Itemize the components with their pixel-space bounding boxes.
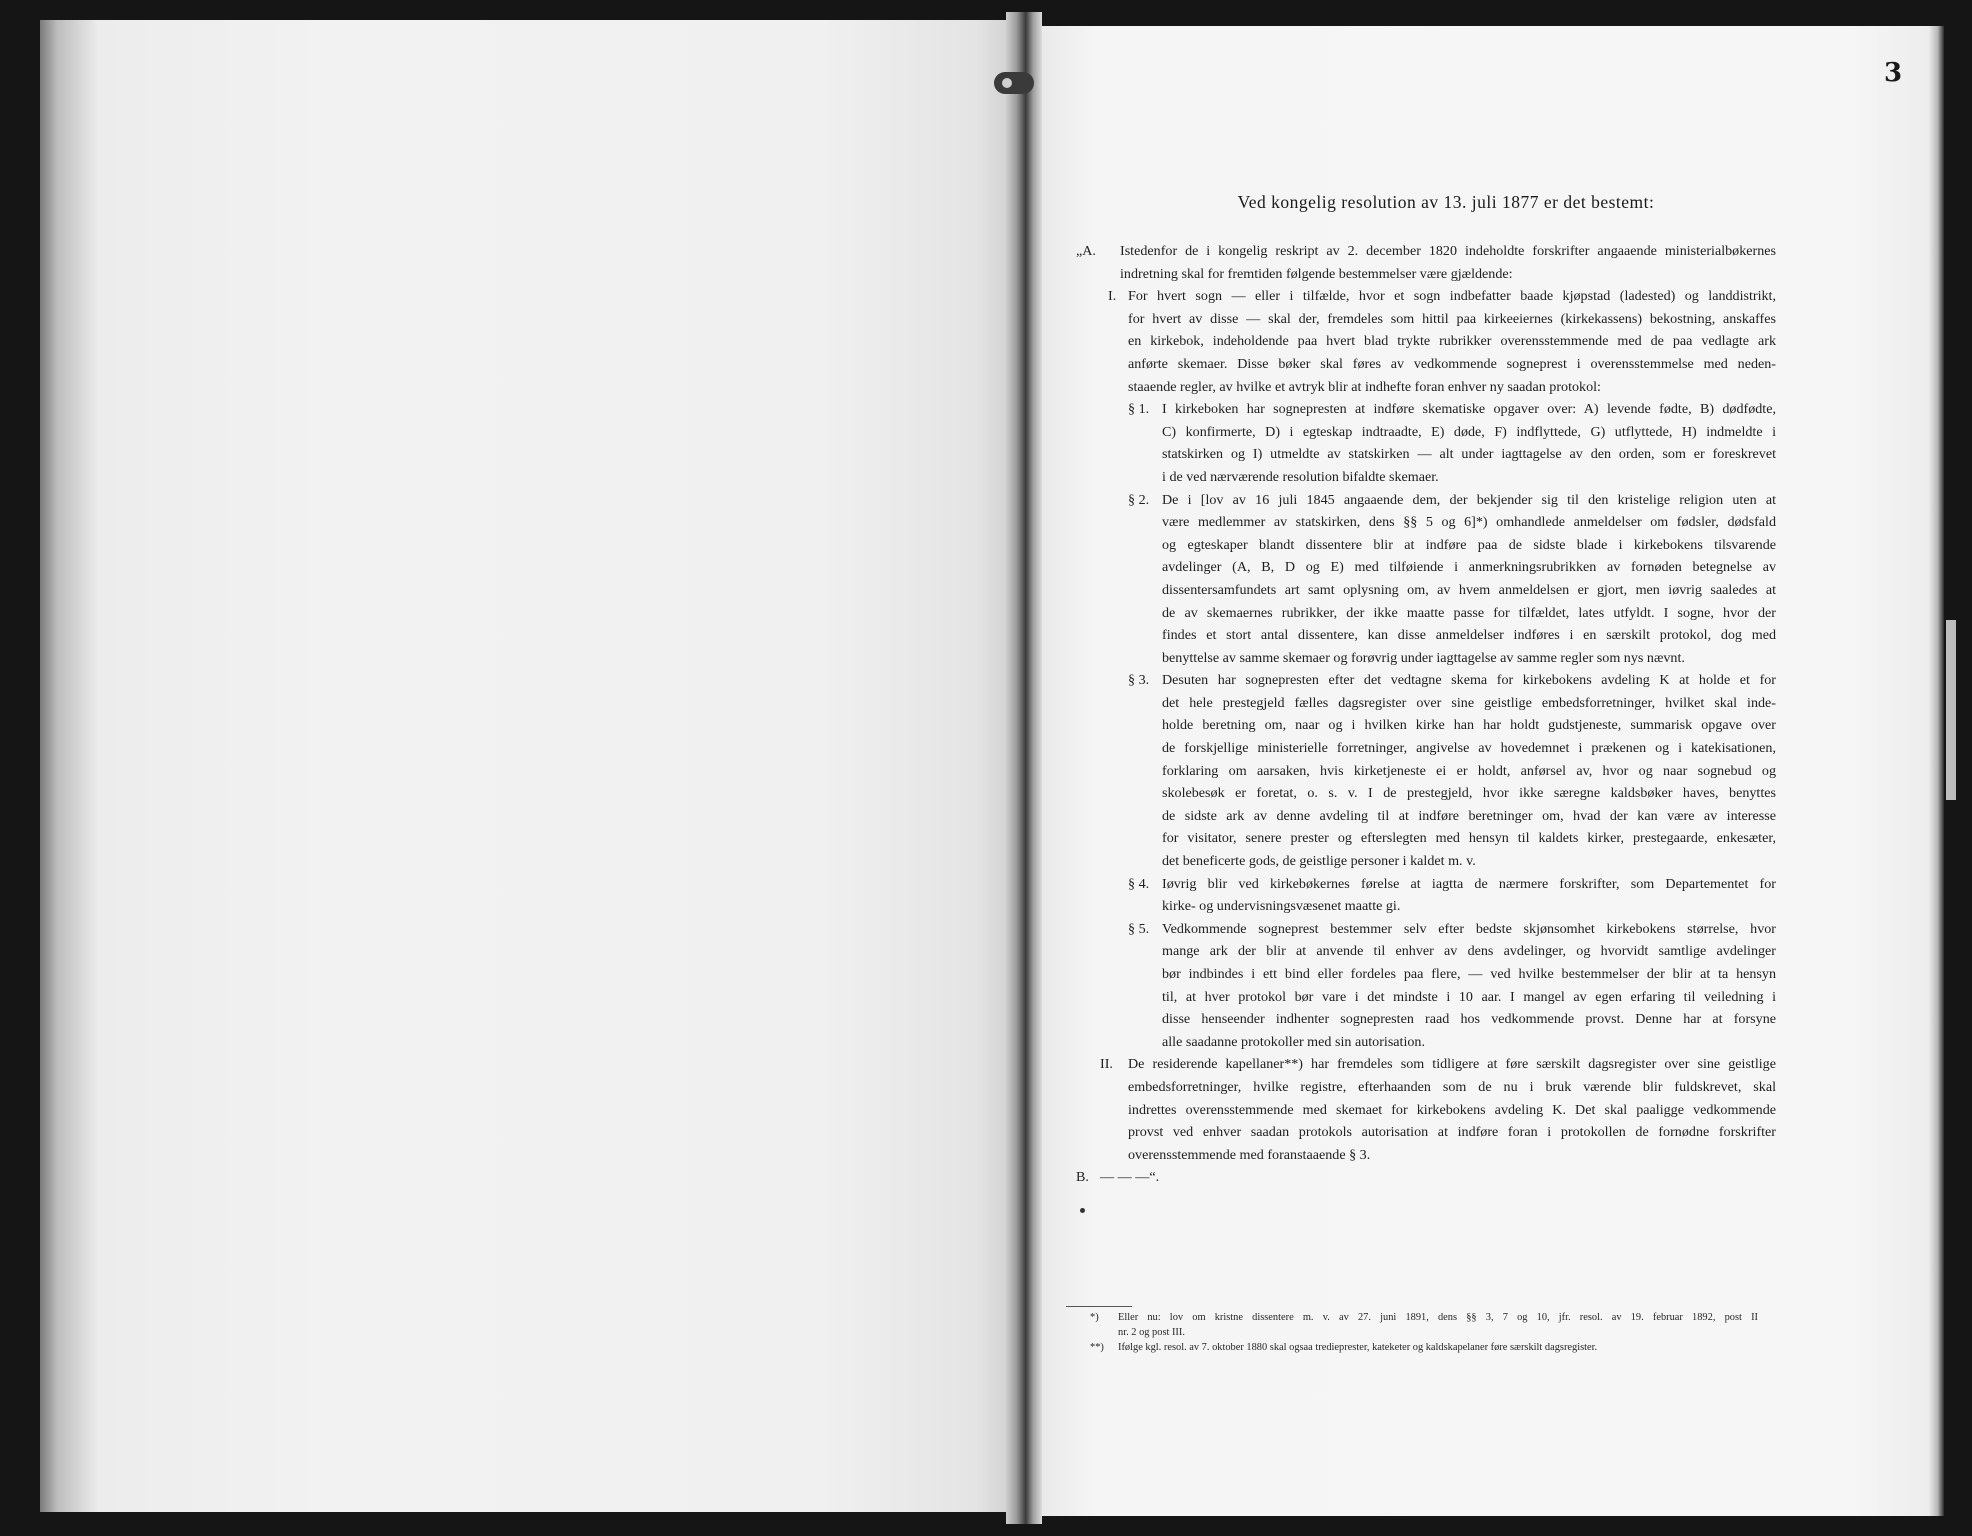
- footnotes: [1090, 1310, 1770, 1355]
- book-spine: [1006, 12, 1042, 1524]
- paragraph-2-line: [1076, 489, 1776, 512]
- footnote-text: Ifølge kgl. resol. av 7. oktober 1880 skal ogsaa tredieprester, kateketer og kaldskapelaner føre særskilt dagsregister.: [1118, 1342, 1598, 1353]
- paragraph-1-line: [1076, 443, 1776, 466]
- paragraph-3-line: [1076, 692, 1776, 715]
- section-a-text: Istedenfor de i kongelig reskript av 2. december 1820 indeholdte forskrifter angaaende ministerialbøkernes: [1120, 243, 1776, 259]
- item-2-text: provst ved enhver saadan protokols autorisation at indføre foran i protokollen de fornødne forskrifter: [1128, 1124, 1776, 1141]
- item-1-text: anførte skemaer. Disse bøker skal føres av vedkommende sogneprest i overensstemmelse med neden-: [1128, 355, 1776, 372]
- paragraph-3-label: § 3.: [1128, 672, 1150, 689]
- item-1-line: [1076, 330, 1776, 353]
- footnote-text: nr. 2 og post III.: [1118, 1327, 1185, 1338]
- paragraph-3-line: [1076, 760, 1776, 783]
- paragraph-5-line: [1076, 986, 1776, 1009]
- paragraph-2-text: de av skemaernes rubrikker, der ikke maatte passe for tilfældet, lates utfyldt. I sogne, hvor der: [1162, 604, 1776, 621]
- item-2-line: [1076, 1144, 1776, 1167]
- paragraph-3-text: de forskjellige ministerielle forretninger, angivelse av hovedemnet i prækenen og i katekisationen,: [1162, 740, 1776, 757]
- section-a-label: „A.: [1076, 243, 1096, 259]
- item-1-label: I.: [1108, 288, 1117, 305]
- paragraph-1-text: statskirken og I) utmeldte av statskirken — alt under iagttagelse av den orden, som er foreskrevet: [1162, 446, 1776, 463]
- paragraph-3-line: [1076, 827, 1776, 850]
- paragraph-1-line: [1076, 398, 1776, 421]
- paragraph-2-text: og egteskaper blandt dissentere blir at indføre paa de sidste blade i kirkebokens tilsvarende: [1162, 536, 1776, 553]
- paragraph-5-text: mange ark der blir at anvende til enhver av dens avdelinger, og hvorvidt samtlige avdelinger: [1162, 943, 1776, 960]
- item-2-text: De residerende kapellaner**) har fremdeles som tidligere at føre særskilt dagsregister over sine geistlige: [1128, 1056, 1776, 1073]
- paragraph-4-line: [1076, 873, 1776, 896]
- paragraph-2-line: [1076, 579, 1776, 602]
- paragraph-5-text: alle saadanne protokoller med sin autorisation.: [1162, 1033, 1426, 1050]
- paragraph-5-text: Vedkommende sogneprest bestemmer selv efter bedste skjønsomhet kirkebokens størrelse, hvor: [1162, 920, 1776, 937]
- resolution-body: [1076, 240, 1776, 1189]
- paragraph-2-text: De i [lov av 16 juli 1845 angaaende dem, der bekjender sig til den kristelige religion uten at: [1162, 491, 1776, 508]
- item-1-text: For hvert sogn — eller i tilfælde, hvor et sogn indbefatter baade kjøpstad (ladested) og landdistrikt,: [1128, 288, 1776, 305]
- item-2-text: embedsforretninger, hvilke registre, efterhaanden som de nu i bruk værende blir fuldskrevet, skal: [1128, 1078, 1776, 1095]
- stray-mark: [1080, 1208, 1085, 1213]
- paragraph-2-text: benyttelse av samme skemaer og forøvrig under iagttagelse av samme regler som nys nævnt.: [1162, 649, 1685, 666]
- section-a-text: indretning skal for fremtiden følgende bestemmelser være gjældende:: [1120, 265, 1513, 282]
- footnote-mark: **): [1090, 1342, 1104, 1353]
- paragraph-2-label: § 2.: [1128, 491, 1150, 508]
- footnote-line: [1090, 1340, 1770, 1355]
- item-1-text: en kirkebok, indeholdende paa hvert blad trykte rubrikker overensstemmende med de paa vedlagte ark: [1128, 333, 1776, 350]
- paragraph-3-text: det hele prestegjeld fælles dagsregister over sine geistlige embedsforretninger, hvilket skal inde-: [1162, 694, 1776, 711]
- paragraph-5-line: [1076, 940, 1776, 963]
- paragraph-1-line: [1076, 421, 1776, 444]
- item-2-line: [1076, 1076, 1776, 1099]
- page-tab-strip: [1946, 620, 1956, 800]
- paragraph-2-line: [1076, 602, 1776, 625]
- paragraph-1-line: [1076, 466, 1776, 489]
- item-1-line: [1076, 376, 1776, 399]
- resolution-heading: Ved kongelig resolution av 13. juli 1877 er det bestemt:: [1237, 192, 1655, 212]
- paragraph-3-line: [1076, 737, 1776, 760]
- footnote-rule: [1066, 1306, 1132, 1307]
- paragraph-4-text: kirke- og undervisningsvæsenet maatte gi.: [1162, 898, 1401, 915]
- paragraph-5-line: [1076, 1008, 1776, 1031]
- left-page-blank: [40, 20, 1015, 1512]
- item-2-line: [1076, 1121, 1776, 1144]
- paragraph-2-text: avdelinger (A, B, D og E) med tilføiende i anmerkningsrubrikken av fornøden betegnelse av: [1162, 559, 1776, 576]
- item-1-line: [1076, 285, 1776, 308]
- right-page-edge: [1928, 26, 1944, 1516]
- paragraph-2-text: dissentersamfundets art samt oplysning om, av hvem anmeldelsen er gjort, men iøvrig saaledes at: [1162, 581, 1776, 598]
- paragraph-2-line: [1076, 556, 1776, 579]
- paragraph-2-line: [1076, 624, 1776, 647]
- footnote-line: [1090, 1325, 1770, 1340]
- paragraph-5-line: [1076, 963, 1776, 986]
- section-b-label: B.: [1076, 1169, 1089, 1186]
- paragraph-3-text: forklaring om aarsaken, hvis kirketjeneste ei er holdt, anførsel av, hvor og naar sognebud og: [1162, 762, 1776, 779]
- paragraph-5-line: [1076, 918, 1776, 941]
- paragraph-3-text: skolebesøk er foretat, o. s. v. I de prestegjeld, hvor ikke særegne kaldsbøker haves, benyttes: [1162, 785, 1776, 802]
- footnote-text: Eller nu: lov om kristne dissentere m. v. av 27. juni 1891, dens §§ 3, 7 og 10, jfr. resol. av 19. februar 1892, post II: [1118, 1312, 1758, 1323]
- item-1-text: staaende regler, av hvilke et avtryk blir at indhefte foran enhver ny saadan protokol:: [1128, 378, 1601, 395]
- paragraph-3-text: Desuten har sognepresten efter det vedtagne skema for kirkebokens avdeling K at holde et for: [1162, 672, 1776, 689]
- footnote-mark: *): [1090, 1312, 1099, 1323]
- paragraph-2-text: findes et stort antal dissentere, kan disse anmeldelser indføres i en særskilt protokol, dog med: [1162, 627, 1776, 644]
- paragraph-1-text: C) konfirmerte, D) i egteskap indtraadte, E) døde, F) indflyttede, G) utflyttede, H) indmeldte i: [1162, 423, 1776, 440]
- paragraph-1-text: I kirkeboken har sognepresten at indføre skematiske opgaver over: A) levende fødte, B) dødfødte,: [1162, 401, 1776, 418]
- page-number: 3: [1884, 58, 1903, 88]
- paragraph-3-line: [1076, 850, 1776, 873]
- paragraph-1-text: i de ved nærværende resolution bifaldte skemaer.: [1162, 468, 1439, 485]
- section-b: [1076, 1166, 1776, 1189]
- item-2-label: II.: [1100, 1056, 1113, 1073]
- paragraph-1-label: § 1.: [1128, 401, 1150, 418]
- paragraph-3-text: de sidste ark av denne avdeling til at indføre beretninger om, hvad der kan være av interesse: [1162, 807, 1776, 824]
- left-page-edge: [40, 20, 98, 1512]
- paragraph-5-text: bør indbindes i ett bind eller fordeles paa flere, — ved hvilke bestemmelser der blir at ta hensyn: [1162, 966, 1776, 982]
- paragraph-3-text: det beneficerte gods, de geistlige personer i kaldet m. v.: [1162, 853, 1476, 870]
- paragraph-4-line: [1076, 895, 1776, 918]
- paragraph-3-text: holde beretning om, naar og i hvilken kirke han har holdt gudstjeneste, summarisk opgave over: [1162, 717, 1776, 734]
- section-a-line: [1076, 263, 1776, 286]
- paragraph-4-label: § 4.: [1128, 875, 1150, 892]
- paragraph-2-text: være medlemmer av statskirken, dens §§ 5 og 6]*) omhandlede anmeldelser om fødsler, dødsfald: [1162, 514, 1776, 531]
- paragraph-3-line: [1076, 805, 1776, 828]
- item-2-text: indrettes overensstemmende med skemaet for kirkebokens avdeling K. Det skal paaligge vedkommende: [1128, 1101, 1776, 1118]
- paragraph-4-text: Iøvrig blir ved kirkebøkernes førelse at iagtta de nærmere forskrifter, som Departementet for: [1162, 875, 1776, 892]
- item-2-text: overensstemmende med foranstaaende § 3.: [1128, 1146, 1371, 1163]
- paragraph-2-line: [1076, 511, 1776, 534]
- footnote-line: [1090, 1310, 1770, 1325]
- item-1-line: [1076, 308, 1776, 331]
- paragraph-2-line: [1076, 647, 1776, 670]
- item-2-line: [1076, 1053, 1776, 1076]
- paragraph-5-line: [1076, 1031, 1776, 1054]
- section-a-line: [1076, 240, 1776, 263]
- item-1-line: [1076, 353, 1776, 376]
- binding-clip-mark: [994, 72, 1034, 94]
- section-b-text: — — —“.: [1100, 1169, 1160, 1186]
- item-1-text: for hvert av disse — skal der, fremdeles som hittil paa kirkeeiernes (kirkekassens) bekostning, anskaffes: [1128, 310, 1776, 327]
- paragraph-5-text: disse henseender indhenter sognepresten raad hos vedkommende provst. Denne har at forsyne: [1162, 1011, 1776, 1028]
- paragraph-5-label: § 5.: [1128, 920, 1150, 937]
- paragraph-3-line: [1076, 714, 1776, 737]
- paragraph-2-line: [1076, 534, 1776, 557]
- paragraph-5-text: til, at hver protokol bør vare i det mindste i 10 aar. I mangel av egen erfaring til veiledning i: [1162, 988, 1776, 1005]
- paragraph-3-line: [1076, 782, 1776, 805]
- paragraph-3-line: [1076, 669, 1776, 692]
- item-2-line: [1076, 1099, 1776, 1122]
- paragraph-3-text: for visitator, senere prester og efterslegten med hensyn til kaldets kirker, prestegaarde, enkesæter,: [1162, 830, 1776, 847]
